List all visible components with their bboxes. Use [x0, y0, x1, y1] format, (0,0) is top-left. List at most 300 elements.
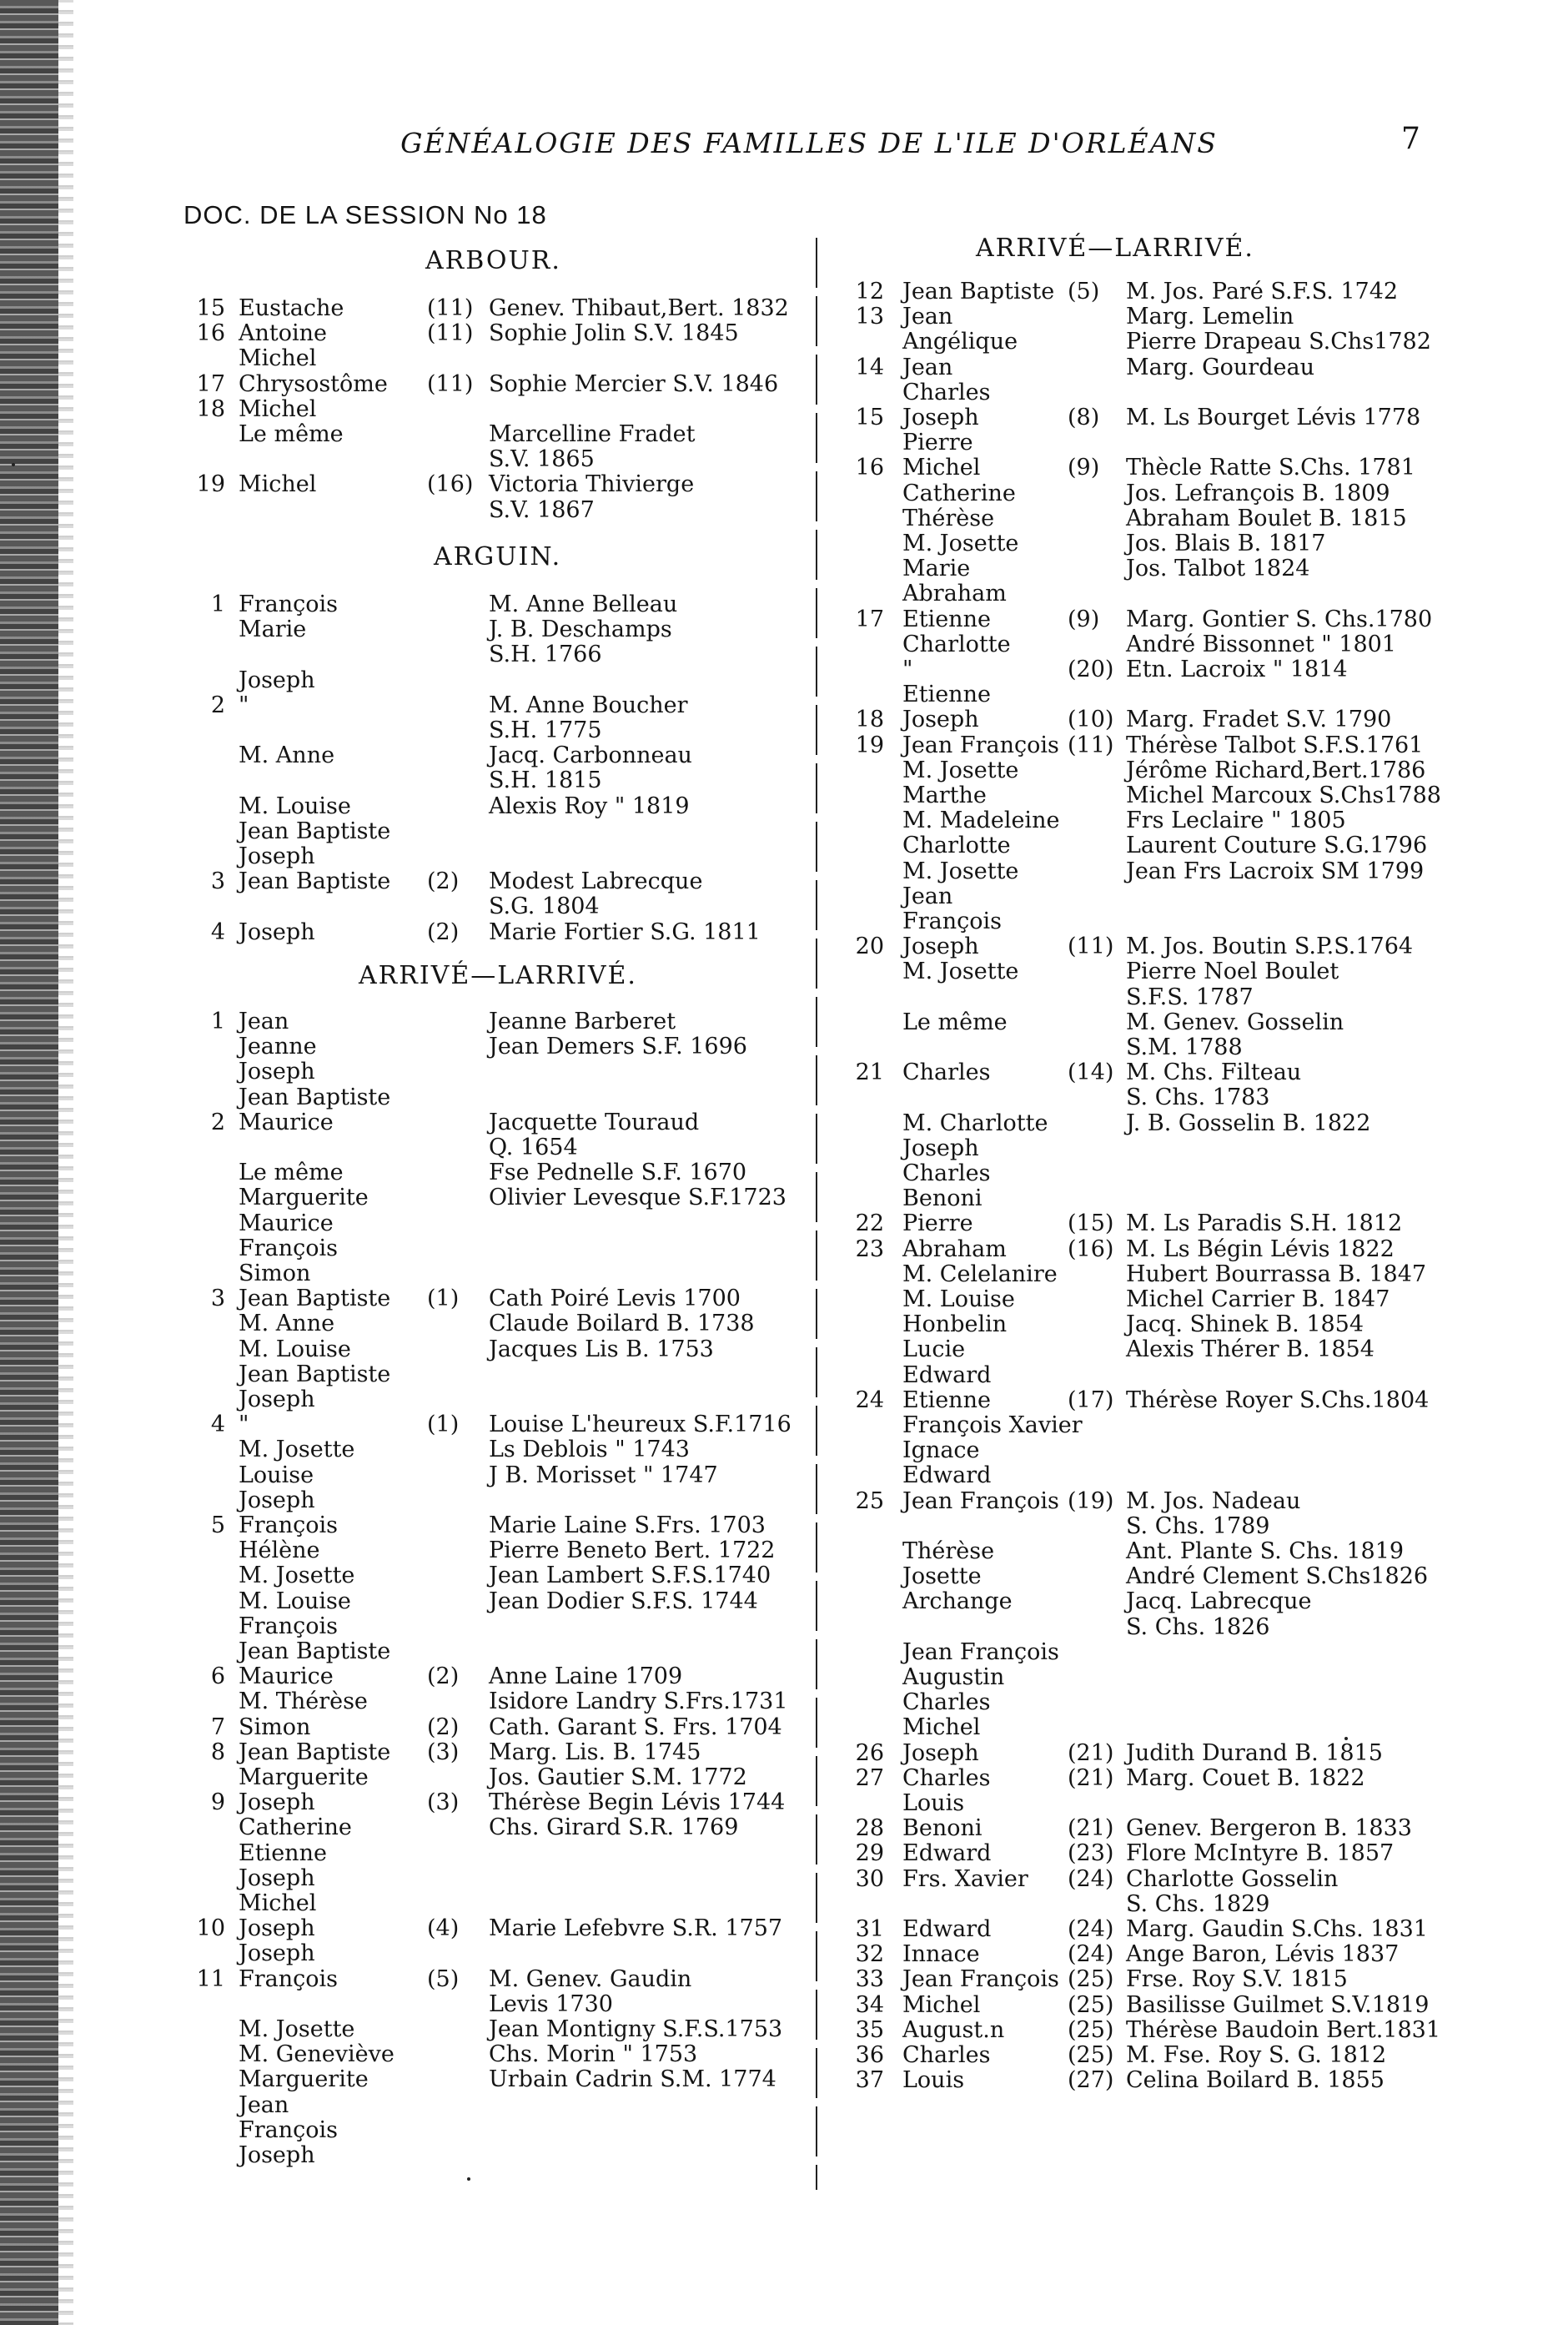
person-name: Charles: [902, 1059, 991, 1086]
entry-number: 4: [210, 1412, 225, 1438]
spouse-place-year: Jos. Blais B. 1817: [1126, 531, 1326, 556]
spouse-place-year: Chs. Girard S.R. 1769: [489, 1814, 739, 1841]
person-name: M. Josette: [239, 1563, 355, 1589]
entry-number: 24: [855, 1386, 884, 1413]
spouse-place-year: J. B. Deschamps: [489, 616, 672, 643]
spouse-place-year: Jacquette Touraud: [489, 1109, 700, 1135]
spouse-place-year: Etn. Lacroix " 1814: [1126, 657, 1348, 682]
parent-reference: (10): [1068, 707, 1114, 733]
spouse-place-year: Michel Marcoux S.Chs1788: [1126, 783, 1441, 808]
person-name: Pierre: [902, 430, 973, 456]
entry-number: 9: [210, 1789, 225, 1816]
person-name: Etienne: [902, 1386, 991, 1413]
person-name: Edward: [902, 1840, 992, 1867]
person-name: Michel: [239, 1890, 317, 1916]
spouse-place-year: Marie Laine S.Frs. 1703: [489, 1512, 766, 1538]
spouse-place-year: Hubert Bourrassa B. 1847: [1126, 1261, 1427, 1287]
spouse-place-year: Olivier Levesque S.F.1723: [489, 1185, 787, 1211]
person-name: Joseph: [239, 1059, 315, 1085]
spouse-place-year: M. Anne Belleau: [489, 591, 678, 617]
column-divider: [816, 238, 817, 2190]
person-name: Joseph: [902, 1135, 979, 1161]
person-name: Frs. Xavier: [902, 1865, 1028, 1892]
person-name: Michel: [902, 1991, 981, 2018]
spouse-place-year: Jean Montigny S.F.S.1753: [489, 2016, 783, 2042]
spouse-place-year: Urbain Cadrin S.M. 1774: [489, 2066, 776, 2093]
person-name: M. Josette: [902, 959, 1019, 985]
spouse-place-year: Louise L'heureux S.F.1716: [489, 1412, 792, 1438]
spouse-place-year: Jos. Lefrançois B. 1809: [1126, 480, 1390, 506]
person-name: Michel: [902, 455, 981, 481]
parent-reference: (2): [427, 918, 460, 945]
spouse-place-year: Thérèse Baudoin Bert.1831: [1126, 2016, 1441, 2043]
person-name: Edward: [902, 1361, 992, 1388]
person-name: Jean: [239, 1009, 289, 1034]
parent-reference: (5): [1068, 279, 1100, 304]
entry-number: 2: [210, 1109, 225, 1135]
person-name: M. Anne: [239, 742, 335, 769]
parent-reference: (23): [1068, 1840, 1114, 1867]
person-name: Joseph: [902, 405, 979, 430]
parent-reference: (9): [1068, 606, 1100, 632]
entry-number: 1: [210, 591, 225, 617]
person-name: Joseph: [239, 843, 315, 869]
parent-reference: (20): [1068, 657, 1114, 682]
person-name: M. Geneviève: [239, 2041, 395, 2068]
person-name: Benoni: [902, 1815, 983, 1842]
spouse-place-year: Marie Fortier S.G. 1811: [489, 918, 761, 945]
entry-number: 13: [855, 304, 884, 330]
parent-reference: (11): [1068, 934, 1114, 960]
person-name: Hélène: [239, 1537, 320, 1564]
person-name: Archange: [902, 1588, 1013, 1615]
spouse-place-year: Anne Laine 1709: [489, 1663, 683, 1690]
entry-number: 19: [196, 471, 225, 498]
spouse-place-year: Modest Labrecque: [489, 868, 703, 895]
entry-number: 5: [210, 1512, 225, 1538]
person-name: Ignace: [902, 1437, 980, 1464]
spouse-place-year: M. Ls Paradis S.H. 1812: [1126, 1210, 1403, 1237]
parent-reference: (17): [1068, 1386, 1114, 1413]
person-name: Joseph: [902, 934, 979, 960]
spouse-place-year: Celina Boilard B. 1855: [1126, 2067, 1385, 2094]
person-name: Marie: [902, 556, 971, 582]
spouse-place-year: J. B. Gosselin B. 1822: [1126, 1110, 1371, 1136]
person-name: Charlotte: [902, 833, 1011, 859]
parent-reference: (11): [1068, 732, 1114, 758]
entry-number: 7: [210, 1714, 225, 1740]
person-name: Marguerite: [239, 2066, 369, 2093]
spouse-place-year: M. Jos. Paré S.F.S. 1742: [1126, 279, 1399, 304]
parent-reference: (25): [1068, 1991, 1114, 2018]
page-number: 7: [1401, 122, 1420, 156]
binding-edge: [0, 0, 58, 2325]
person-name: M. Louise: [902, 1286, 1015, 1312]
person-name: Jean Baptiste: [902, 279, 1055, 304]
person-name: Le même: [239, 421, 344, 447]
spouse-place-year: Jean Demers S.F. 1696: [489, 1034, 747, 1060]
entry-number: 27: [855, 1764, 884, 1791]
entry-number: 10: [196, 1915, 225, 1942]
person-name: M. Thérèse: [239, 1688, 368, 1715]
parent-reference: (3): [427, 1739, 460, 1765]
spouse-place-year: S. Chs. 1789: [1126, 1512, 1270, 1539]
entry-number: 3: [210, 1286, 225, 1312]
spouse-place-year: Frse. Roy S.V. 1815: [1126, 1966, 1348, 1993]
person-name: François: [239, 1965, 338, 1992]
person-name: Jean: [902, 354, 953, 380]
person-name: Joseph: [239, 2142, 315, 2168]
parent-reference: (11): [427, 320, 474, 347]
entry-number: 23: [855, 1235, 884, 1262]
parent-reference: (27): [1068, 2067, 1114, 2094]
binding-edge-shadow: [58, 0, 73, 2325]
entry-number: 20: [855, 934, 884, 960]
spouse-place-year: Marg. Lemelin: [1126, 304, 1294, 330]
person-name: Catherine: [902, 480, 1016, 506]
spouse-place-year: Judith Durand B. 1815: [1126, 1739, 1383, 1766]
spouse-place-year: Jacq. Labrecque: [1126, 1588, 1312, 1615]
person-name: Jean Baptiste: [239, 1084, 391, 1110]
person-name: Marguerite: [239, 1185, 369, 1211]
spouse-place-year: Ange Baron, Lévis 1837: [1126, 1941, 1400, 1968]
entry-number: 4: [210, 918, 225, 945]
person-name: Catherine: [239, 1814, 352, 1841]
person-name: François: [902, 908, 1002, 934]
person-name: François: [239, 1235, 338, 1261]
person-name: Angélique: [902, 329, 1018, 355]
entry-number: 16: [855, 455, 884, 481]
person-name: Pierre: [902, 1210, 973, 1237]
person-name: Maurice: [239, 1210, 334, 1236]
entry-number: 21: [855, 1059, 884, 1086]
entry-number: 31: [855, 1916, 884, 1942]
person-name: Jean François: [902, 1966, 1059, 1993]
document-session-line: DOC. DE LA SESSION No 18: [183, 200, 547, 229]
parent-reference: (19): [1068, 1487, 1114, 1514]
spouse-place-year: S.M. 1788: [1126, 1034, 1243, 1060]
spouse-place-year: Pierre Noel Boulet: [1126, 959, 1339, 985]
entry-number: 1: [210, 1009, 225, 1034]
person-name: François: [239, 591, 338, 617]
person-name: Abraham: [902, 581, 1007, 607]
person-name: M. Louise: [239, 1588, 351, 1614]
person-name: Benoni: [902, 1185, 983, 1212]
spouse-place-year: Alexis Thérer B. 1854: [1126, 1336, 1375, 1363]
spouse-place-year: Marg. Gaudin S.Chs. 1831: [1126, 1916, 1428, 1942]
person-name: M. Josette: [239, 2016, 355, 2042]
spouse-place-year: Marg. Gourdeau: [1126, 354, 1314, 380]
parent-reference: (24): [1068, 1865, 1114, 1892]
spouse-place-year: Jean Lambert S.F.S.1740: [489, 1563, 771, 1589]
spouse-place-year: Laurent Couture S.G.1796: [1126, 833, 1428, 859]
person-name: Etienne: [902, 606, 991, 632]
person-name: ": [902, 657, 913, 682]
entry-number: 35: [855, 2016, 884, 2043]
person-name: Josette: [902, 1563, 982, 1590]
person-name: Thérèse: [902, 505, 995, 531]
spouse-place-year: André Bissonnet " 1801: [1126, 631, 1396, 657]
entry-number: 3: [210, 868, 225, 895]
entry-number: 25: [855, 1487, 884, 1514]
spouse-place-year: S. Chs. 1783: [1126, 1084, 1270, 1111]
person-name: François: [239, 2116, 338, 2143]
section-title: ARRIVÉ—LARRIVÉ.: [976, 234, 1254, 263]
entry-number: 17: [855, 606, 884, 632]
spouse-place-year: S.F.S. 1787: [1126, 984, 1254, 1010]
spouse-place-year: Basilisse Guilmet S.V.1819: [1126, 1991, 1430, 2018]
spouse-place-year: Jos. Gautier S.M. 1772: [489, 1764, 747, 1790]
entry-number: 26: [855, 1739, 884, 1766]
spouse-place-year: Cath Poiré Levis 1700: [489, 1286, 741, 1312]
person-name: Charles: [902, 1764, 991, 1791]
person-name: Michel: [902, 1714, 981, 1741]
spouse-place-year: S.H. 1775: [489, 717, 602, 743]
parent-reference: (24): [1068, 1916, 1114, 1942]
person-name: Chrysostôme: [239, 370, 388, 397]
person-name: M. Charlotte: [902, 1110, 1048, 1136]
spouse-place-year: S.V. 1865: [489, 446, 595, 473]
spouse-place-year: S.G. 1804: [489, 893, 600, 920]
spouse-place-year: Pierre Beneto Bert. 1722: [489, 1537, 776, 1564]
spouse-place-year: S.V. 1867: [489, 496, 595, 523]
spouse-place-year: Victoria Thivierge: [489, 471, 695, 498]
spouse-place-year: M. Anne Boucher: [489, 692, 688, 718]
spouse-place-year: Thérèse Talbot S.F.S.1761: [1126, 732, 1424, 758]
person-name: Le même: [239, 1160, 344, 1186]
person-name: August.n: [902, 2016, 1005, 2043]
person-name: ": [239, 1412, 249, 1438]
entry-number: 19: [855, 732, 884, 758]
entry-number: 6: [210, 1663, 225, 1690]
spouse-place-year: Levis 1730: [489, 1990, 613, 2017]
person-name: Jean: [239, 2091, 289, 2118]
person-name: Le même: [902, 1009, 1008, 1035]
person-name: Jean Baptiste: [239, 868, 391, 895]
person-name: Etienne: [239, 1839, 327, 1866]
person-name: Etienne: [902, 682, 991, 708]
spouse-place-year: S.H. 1766: [489, 642, 602, 668]
person-name: François Xavier: [902, 1412, 1083, 1438]
spouse-place-year: Genev. Bergeron B. 1833: [1126, 1815, 1412, 1842]
spouse-place-year: Marg. Lis. B. 1745: [489, 1739, 701, 1765]
spouse-place-year: Claude Boilard B. 1738: [489, 1311, 755, 1337]
person-name: Thérèse: [902, 1538, 995, 1564]
person-name: M. Louise: [239, 793, 351, 819]
spouse-place-year: Marg. Couet B. 1822: [1126, 1764, 1365, 1791]
person-name: M. Josette: [239, 1437, 355, 1463]
spouse-place-year: M. Jos. Boutin S.P.S.1764: [1126, 934, 1414, 960]
spouse-place-year: Marie Lefebvre S.R. 1757: [489, 1915, 783, 1942]
section-title: ARRIVÉ—LARRIVÉ.: [359, 961, 637, 990]
spouse-place-year: Marg. Gontier S. Chs.1780: [1126, 606, 1433, 632]
parent-reference: (21): [1068, 1739, 1114, 1766]
parent-reference: (16): [427, 471, 474, 498]
person-name: Joseph: [239, 1940, 315, 1967]
parent-reference: (11): [427, 370, 474, 397]
person-name: Charles: [902, 1689, 991, 1716]
person-name: Edward: [902, 1462, 992, 1489]
parent-reference: (2): [427, 1714, 460, 1740]
entry-number: 2: [210, 692, 225, 718]
parent-reference: (5): [427, 1965, 460, 1992]
person-name: Eustache: [239, 295, 344, 321]
entry-number: 37: [855, 2067, 884, 2094]
spouse-place-year: Frs Leclaire " 1805: [1126, 808, 1346, 834]
entry-number: 34: [855, 1991, 884, 2018]
spouse-place-year: M. Chs. Filteau: [1126, 1059, 1302, 1086]
person-name: Michel: [239, 395, 317, 422]
person-name: Charlotte: [902, 631, 1011, 657]
entry-number: 16: [196, 320, 225, 347]
parent-reference: (4): [427, 1915, 460, 1942]
spouse-place-year: Charlotte Gosselin: [1126, 1865, 1339, 1892]
spouse-place-year: Ls Deblois " 1743: [489, 1437, 690, 1463]
person-name: Innace: [902, 1941, 980, 1968]
spouse-place-year: Jeanne Barberet: [489, 1009, 676, 1034]
person-name: Abraham: [902, 1235, 1007, 1262]
person-name: M. Madeleine: [902, 808, 1060, 834]
spouse-place-year: Fse Pednelle S.F. 1670: [489, 1160, 747, 1186]
person-name: Honbelin: [902, 1311, 1008, 1338]
person-name: Marguerite: [239, 1764, 369, 1790]
person-name: Joseph: [239, 667, 315, 693]
spouse-place-year: Jean Frs Lacroix SM 1799: [1126, 858, 1425, 884]
person-name: Lucie: [902, 1336, 966, 1363]
person-name: M. Josette: [902, 757, 1019, 783]
person-name: Michel: [239, 345, 317, 372]
spouse-place-year: Jacques Lis B. 1753: [489, 1336, 714, 1362]
parent-reference: (16): [1068, 1235, 1114, 1262]
person-name: Louise: [239, 1462, 314, 1488]
entry-number: 12: [855, 279, 884, 304]
entry-number: 15: [855, 405, 884, 430]
person-name: Jean François: [902, 1638, 1059, 1665]
spouse-place-year: Jacq. Shinek B. 1854: [1126, 1311, 1364, 1338]
person-name: Jean: [902, 304, 953, 330]
parent-reference: (14): [1068, 1059, 1114, 1086]
spouse-place-year: M. Ls Bégin Lévis 1822: [1126, 1235, 1395, 1262]
spouse-place-year: Genev. Thibaut,Bert. 1832: [489, 295, 789, 321]
spouse-place-year: Sophie Mercier S.V. 1846: [489, 370, 779, 397]
person-name: Joseph: [239, 1865, 315, 1891]
parent-reference: (3): [427, 1789, 460, 1816]
parent-reference: (25): [1068, 2016, 1114, 2043]
spouse-place-year: Jérôme Richard,Bert.1786: [1126, 757, 1426, 783]
spouse-place-year: Marcelline Fradet: [489, 421, 696, 447]
person-name: Marthe: [902, 783, 987, 808]
spouse-place-year: Flore McIntyre B. 1857: [1126, 1840, 1395, 1867]
person-name: M. Celelanire: [902, 1261, 1058, 1287]
spouse-place-year: S.H. 1815: [489, 767, 602, 794]
person-name: Charles: [902, 2042, 991, 2068]
spouse-place-year: Thérèse Begin Lévis 1744: [489, 1789, 786, 1816]
spouse-place-year: Chs. Morin " 1753: [489, 2041, 698, 2068]
spouse-place-year: Thècle Ratte S.Chs. 1781: [1126, 455, 1415, 481]
spouse-place-year: Pierre Drapeau S.Chs1782: [1126, 329, 1431, 355]
parent-reference: (9): [1068, 455, 1100, 481]
person-name: Jean Baptiste: [239, 1361, 391, 1387]
person-name: Jean Baptiste: [239, 1739, 391, 1765]
spouse-place-year: M. Genev. Gosselin: [1126, 1009, 1344, 1035]
person-name: Simon: [239, 1261, 311, 1286]
person-name: Jean Baptiste: [239, 1286, 391, 1312]
person-name: Michel: [239, 471, 317, 498]
spouse-place-year: André Clement S.Chs1826: [1126, 1563, 1429, 1590]
person-name: Maurice: [239, 1663, 334, 1690]
speck: [467, 2177, 470, 2181]
spouse-place-year: Marg. Fradet S.V. 1790: [1126, 707, 1392, 733]
person-name: Marie: [239, 616, 307, 643]
section-title: ARGUIN.: [434, 542, 562, 571]
person-name: ": [239, 692, 249, 718]
spouse-place-year: M. Jos. Nadeau: [1126, 1487, 1301, 1514]
parent-reference: (2): [427, 1663, 460, 1690]
person-name: Joseph: [239, 1487, 315, 1513]
person-name: M. Josette: [902, 531, 1019, 556]
person-name: M. Josette: [902, 858, 1019, 884]
entry-number: 17: [196, 370, 225, 397]
person-name: Jean François: [902, 732, 1059, 758]
entry-number: 22: [855, 1210, 884, 1237]
entry-number: 14: [855, 354, 884, 380]
person-name: Edward: [902, 1916, 992, 1942]
entry-number: 29: [855, 1840, 884, 1867]
person-name: Simon: [239, 1714, 311, 1740]
person-name: Jean Baptiste: [239, 1638, 391, 1664]
person-name: Louis: [902, 2067, 965, 2094]
person-name: Charles: [902, 379, 991, 405]
person-name: Charles: [902, 1160, 991, 1186]
spouse-place-year: Jos. Talbot 1824: [1126, 556, 1310, 582]
parent-reference: (21): [1068, 1815, 1114, 1842]
spouse-place-year: Q. 1654: [489, 1135, 578, 1160]
spouse-place-year: Jean Dodier S.F.S. 1744: [489, 1588, 758, 1614]
spouse-place-year: M. Genev. Gaudin: [489, 1965, 692, 1992]
person-name: Jean François: [902, 1487, 1059, 1514]
section-title: ARBOUR.: [425, 246, 561, 275]
spouse-place-year: Sophie Jolin S.V. 1845: [489, 320, 739, 347]
spouse-place-year: S. Chs. 1829: [1126, 1890, 1270, 1917]
parent-reference: (1): [427, 1286, 460, 1312]
person-name: François: [239, 1613, 338, 1639]
spouse-place-year: Ant. Plante S. Chs. 1819: [1126, 1538, 1405, 1564]
spouse-place-year: M. Ls Bourget Lévis 1778: [1126, 405, 1421, 430]
spouse-place-year: Abraham Boulet B. 1815: [1126, 505, 1407, 531]
parent-reference: (25): [1068, 2042, 1114, 2068]
entry-number: 33: [855, 1966, 884, 1993]
spouse-place-year: Michel Carrier B. 1847: [1126, 1286, 1390, 1312]
person-name: François: [239, 1512, 338, 1538]
entry-number: 11: [196, 1965, 225, 1992]
person-name: Jean Baptiste: [239, 818, 391, 844]
entry-number: 32: [855, 1941, 884, 1968]
parent-reference: (15): [1068, 1210, 1114, 1237]
entry-number: 28: [855, 1815, 884, 1842]
parent-reference: (2): [427, 868, 460, 895]
person-name: Joseph: [239, 1386, 315, 1412]
person-name: Joseph: [902, 1739, 979, 1766]
person-name: Jean: [902, 883, 953, 909]
entry-number: 18: [196, 395, 225, 422]
spouse-place-year: Alexis Roy " 1819: [489, 793, 690, 819]
person-name: Louis: [902, 1790, 965, 1816]
person-name: Maurice: [239, 1109, 334, 1135]
person-name: Joseph: [239, 1789, 315, 1816]
speck: [12, 463, 15, 466]
entry-number: 18: [855, 707, 884, 733]
running-head: GÉNÉALOGIE DES FAMILLES DE L'ILE D'ORLÉANS: [400, 127, 1218, 159]
